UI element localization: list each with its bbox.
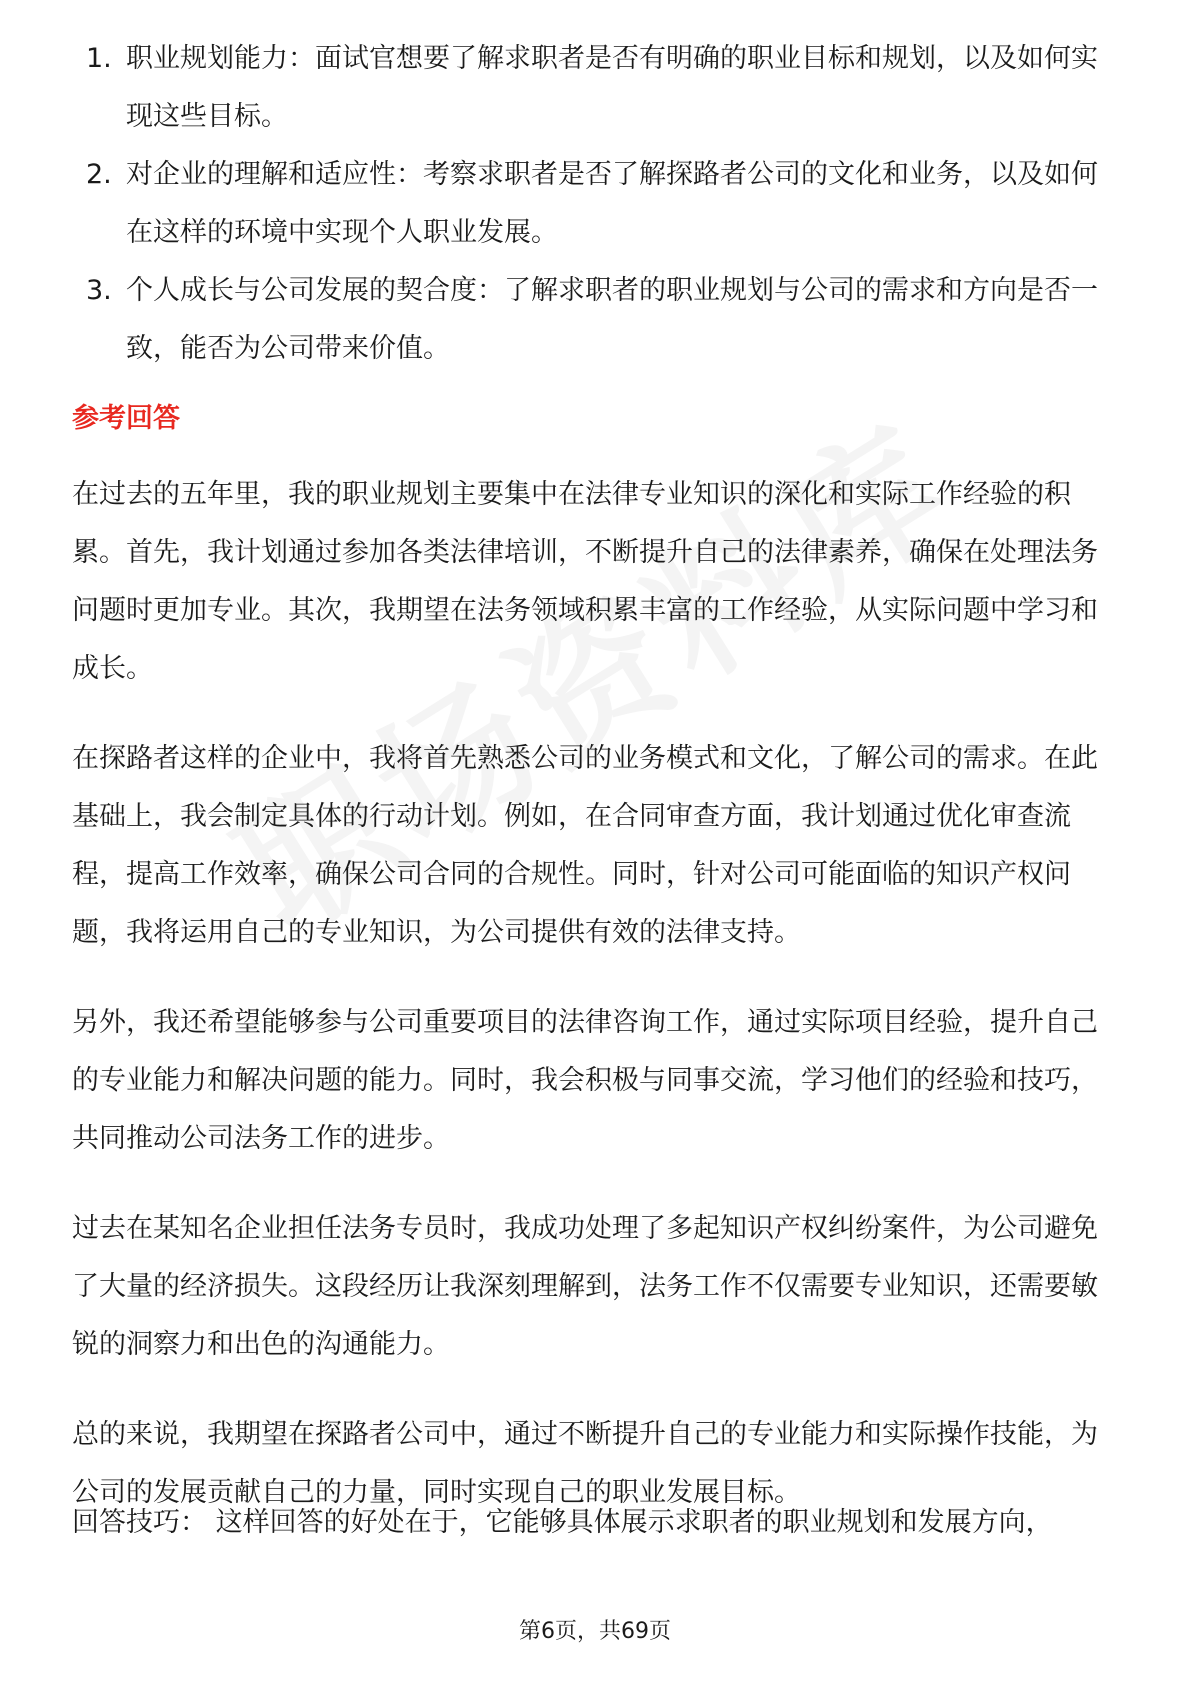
- list-item-text: 对企业的理解和适应性：考察求职者是否了解探路者公司的文化和业务，以及如何在这样的环境中实现个人职业发展。: [126, 159, 1098, 248]
- list-item-number: 1.: [86, 43, 112, 74]
- answer-tip: 回答技巧： 这样回答的好处在于，它能够具体展示求职者的职业规划和发展方向，: [72, 1507, 1053, 1538]
- paragraph-2: 在探路者这样的企业中，我将首先熟悉公司的业务模式和文化，了解公司的需求。在此基础上，我会制定具体的行动计划。例如，在合同审查方面，我计划通过优化审查流程，提高工作效率，确保公司合同的合规性。同时，针对公司可能面临的知识产权问题，我将运用自己的专业知识，为公司提供有效的法律支持。: [72, 743, 1098, 948]
- list-item-number: 3.: [86, 275, 112, 306]
- list-item-number: 2.: [86, 159, 112, 190]
- list-item: [80, 146, 1120, 262]
- list-item-text: 个人成长与公司发展的契合度：了解求职者的职业规划与公司的需求和方向是否一致，能否为公司带来价值。: [126, 275, 1098, 364]
- paragraph-3: 另外，我还希望能够参与公司重要项目的法律咨询工作，通过实际项目经验，提升自己的专业能力和解决问题的能力。同时，我会积极与同事交流，学习他们的经验和技巧，共同推动公司法务工作的进步。: [72, 1007, 1098, 1154]
- list-item: [80, 30, 1120, 146]
- paragraph-1: 在过去的五年里，我的职业规划主要集中在法律专业知识的深化和实际工作经验的积累。首先，我计划通过参加各类法律培训，不断提升自己的法律素养，确保在处理法务问题时更加专业。其次，我期望在法务领域积累丰富的工作经验，从实际问题中学习和成长。: [72, 479, 1098, 684]
- section-title: 参考回答: [72, 403, 180, 434]
- list-item: [80, 262, 1120, 378]
- page-number: 第6页，共69页: [519, 1619, 671, 1644]
- criteria-list: [80, 30, 1120, 378]
- paragraph-5: 总的来说，我期望在探路者公司中，通过不断提升自己的专业能力和实际操作技能，为公司的发展贡献自己的力量，同时实现自己的职业发展目标。: [72, 1419, 1098, 1508]
- paragraph-4: 过去在某知名企业担任法务专员时，我成功处理了多起知识产权纠纷案件，为公司避免了大量的经济损失。这段经历让我深刻理解到，法务工作不仅需要专业知识，还需要敏锐的洞察力和出色的沟通能力。: [72, 1213, 1098, 1360]
- list-item-text: 职业规划能力：面试官想要了解求职者是否有明确的职业目标和规划，以及如何实现这些目标。: [126, 43, 1098, 132]
